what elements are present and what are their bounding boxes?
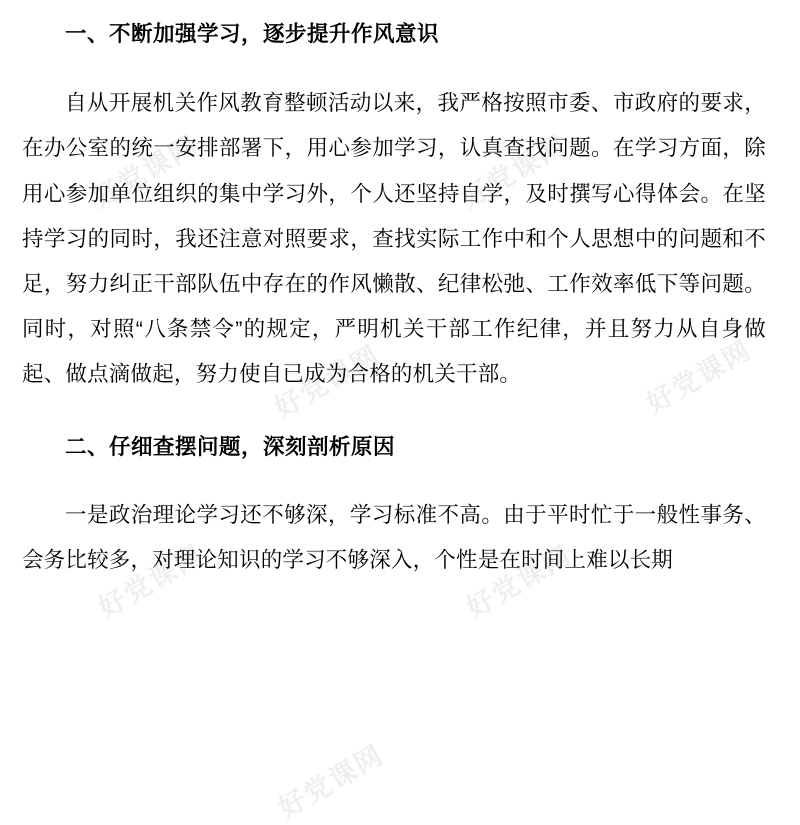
spacer [22,397,766,431]
watermark: 好党课网 [461,539,577,624]
watermark: 好党课网 [269,339,385,424]
watermark: 好党课网 [456,129,572,214]
section-heading-two: 二、仔细查摆问题，深刻剖析原因 [65,435,396,460]
section-heading-one: 一、不断加强学习，逐步提升作风意识 [65,22,440,46]
watermark: 好党课网 [87,129,203,214]
spacer [22,465,766,493]
spacer [22,51,766,81]
watermark: 好党课网 [93,539,209,624]
document-body [22,18,766,583]
watermark: 好党课网 [641,334,757,419]
section-paragraph-two: 一是政治理论学习还不够深，学习标准不高。由于平时忙于一般性事务、会务比较多，对理论知识的学习不够深入，个性是在时间上难以长期 [22,502,766,572]
section-paragraph-one: 自从开展机关作风教育整顿活动以来，我严格按照市委、市政府的要求，在办公室的统一安排部署下，用心参加学习，认真查找问题。在学习方面，除用心参加单位组织的集中学习外，个人还坚持自学，及时撰写心得体会。在坚持学习的同时，我还注意对照要求，查找实际工作中和个人思想中的问题和不足，努力纠正干部队伍中存在的作风懒散、纪律松弛、工作效率低下等问题。同时，对照“八条禁令”的规定，严明机关干部工作纪律，并且努力从自身做起、做点滴做起，努力使自已成为合格的机关干部。 [22,91,766,387]
watermark: 好党课网 [273,739,389,824]
